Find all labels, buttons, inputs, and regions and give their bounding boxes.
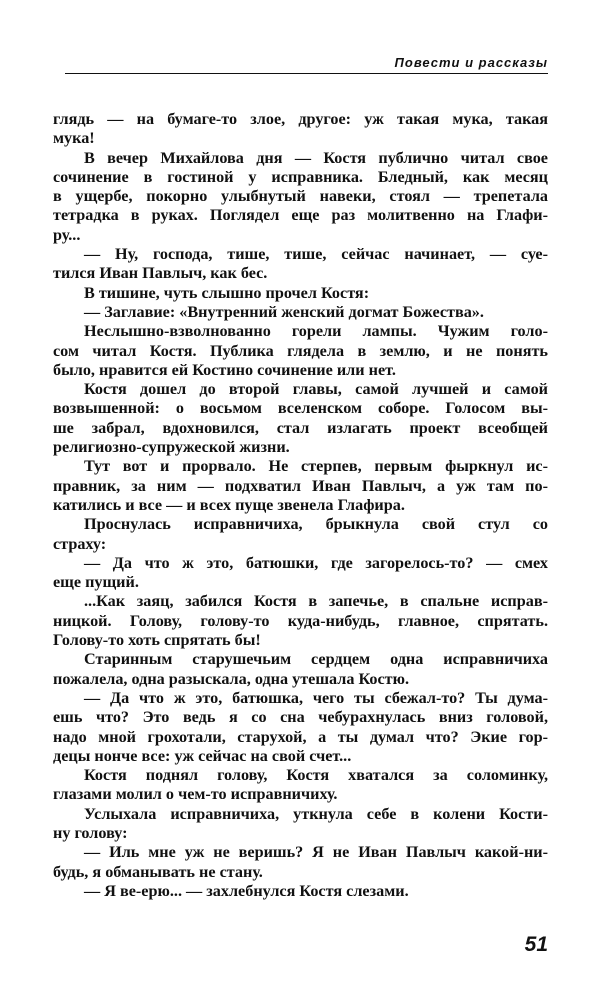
running-header — [65, 52, 548, 74]
text-line: катились и все — и всех пуще звенела Глафира. — [53, 495, 405, 514]
text-line: Проснулась исправничиха, брыкнула свой стул со — [84, 515, 548, 534]
text-line: — Ну, господа, тише, тише, сейчас начинает, — суе- — [84, 245, 548, 264]
text-line: еще пущий. — [53, 573, 139, 592]
text-line: ше забрал, вдохновился, стал излагать проект всеобщей — [53, 418, 548, 437]
running-title: Повести и рассказы — [394, 55, 548, 70]
text-line: ру... — [53, 225, 81, 244]
text-line: надо мной грохотали, старухой, а ты думал что? Экие гор- — [53, 727, 548, 746]
text-line: В тишине, чуть слышно прочел Костя: — [84, 283, 370, 302]
text-line: страху: — [53, 534, 107, 553]
page-body-text — [53, 110, 548, 901]
text-line: возвышенной: о восьмом вселенском соборе. Голосом вы- — [53, 399, 548, 418]
text-line: Голову-то хоть спрятать бы! — [53, 631, 261, 650]
text-line: Услыхала исправничиха, уткнула себе в колени Кости- — [84, 804, 548, 823]
text-line: правник, за ним — подхватил Иван Павлыч, а уж там по- — [53, 476, 548, 495]
page-number: 51 — [524, 933, 548, 956]
text-line: мука! — [53, 129, 95, 148]
text-line: ну голову: — [53, 823, 128, 842]
text-line: ницкой. Голову, голову-то куда-нибудь, главное, спрятать. — [53, 611, 548, 630]
text-line: тился Иван Павлыч, как бес. — [53, 264, 268, 283]
text-line: пожалела, одна разыскала, одна утешала Костю. — [53, 669, 410, 688]
text-line: глядь — на бумаге-то злое, другое: уж такая мука, такая — [53, 110, 548, 128]
text-line: в ущербе, покорно улыбнутый навеки, стоял — трепетала — [53, 187, 548, 206]
text-line: будь, я обманывать не стану. — [53, 862, 263, 881]
text-line: В вечер Михайлова дня — Костя публично читал свое — [84, 148, 548, 167]
text-line: Неслышно-взволнованно горели лампы. Чужим голо- — [84, 322, 548, 341]
text-line: ...Как заяц, забился Костя в запечье, в спальне исправ- — [84, 592, 548, 611]
text-line: сом читал Костя. Публика глядела в землю, и не понять — [53, 341, 548, 360]
text-line: тетрадка в руках. Поглядел еще раз молитвенно на Глафи- — [53, 206, 548, 225]
text-line: было, нравится ей Костино сочинение или нет. — [53, 360, 396, 379]
text-line: Тут вот и прорвало. Не стерпев, первым фыркнул ис- — [84, 457, 548, 476]
text-line: ешь что? Это ведь я со сна чебурахнулась вниз головой, — [53, 708, 548, 727]
text-line: религиозно-супружеской жизни. — [53, 438, 290, 457]
text-line: децы нонче все: уж сейчас на свой счет... — [53, 746, 352, 765]
text-line: Костя дошел до второй главы, самой лучшей и самой — [84, 380, 548, 399]
text-line: Костя поднял голову, Костя хватался за соломинку, — [84, 766, 548, 785]
text-line: глазами молил о чем-то исправничиху. — [53, 785, 338, 804]
text-line: — Да что ж это, батюшки, где загорелось-то? — смех — [84, 553, 548, 572]
text-line: — Да что ж это, батюшка, чего ты сбежал-то? Ты дума- — [84, 688, 548, 707]
text-line: — Заглавие: «Внутренний женский догмат Божества». — [84, 302, 484, 321]
text-line: Старинным старушечьим сердцем одна исправничиха — [84, 650, 548, 669]
text-line: сочинение в гостиной у исправника. Бледный, как месяц — [53, 167, 548, 186]
text-line: — Я ве-ерю... — захлебнулся Костя слезами. — [84, 881, 409, 900]
text-line: — Иль мне уж не веришь? Я не Иван Павлыч какой-ни- — [84, 843, 548, 862]
